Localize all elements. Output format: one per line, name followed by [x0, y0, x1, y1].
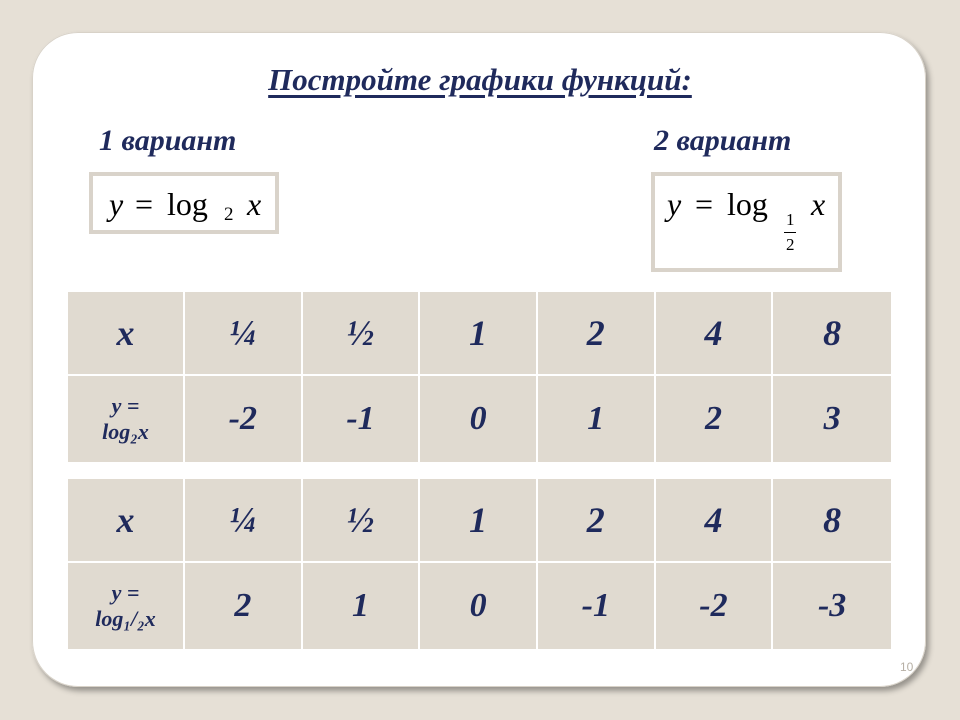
- table-cell: 2: [185, 563, 303, 649]
- table-cell: 0: [420, 376, 538, 462]
- formula-box-variant-1: [89, 172, 279, 234]
- formula-log: log: [167, 186, 208, 222]
- table-cell: 2: [538, 292, 656, 376]
- page-number: 10: [900, 660, 914, 674]
- table-cell: -2: [656, 563, 774, 649]
- formula-x: x: [247, 186, 262, 222]
- formula-fraction-bar: [784, 232, 796, 233]
- table-cell: -1: [303, 376, 421, 462]
- row-header-x: x: [68, 292, 185, 376]
- table-cell: 8: [773, 292, 891, 376]
- formula-base-numerator: 1: [786, 210, 795, 229]
- table-cell: 4: [656, 479, 774, 563]
- table-cell: 4: [656, 292, 774, 376]
- row-header-y-line1: y =: [111, 393, 140, 418]
- table-row-x: [68, 292, 891, 376]
- table-cell: 1: [420, 292, 538, 376]
- row-header-x: x: [68, 479, 185, 563]
- table-cell: 1: [420, 479, 538, 563]
- table-row-x: [68, 479, 891, 563]
- formula-y: y: [109, 186, 124, 222]
- table-cell: 2: [538, 479, 656, 563]
- table-cell: -3: [773, 563, 891, 649]
- table-cell: -1: [538, 563, 656, 649]
- formula-x: x: [811, 186, 826, 222]
- variant-1-label: 1 вариант: [99, 124, 237, 157]
- formula-log-base: 2: [224, 204, 234, 225]
- slide-title: Постройте графики функций:: [268, 62, 692, 97]
- table-cell: 1: [538, 376, 656, 462]
- table-cell: 1: [303, 563, 421, 649]
- row-header-y: [68, 376, 185, 462]
- formula-box-variant-2: [651, 172, 842, 272]
- row-header-y: [68, 563, 185, 649]
- formula-base-denominator: 2: [786, 235, 795, 254]
- variant-2-label: 2 вариант: [654, 124, 792, 157]
- formula-equals: =: [135, 186, 154, 222]
- table-cell: 8: [773, 479, 891, 563]
- table-cell: ½: [303, 479, 421, 563]
- formula-log: log: [727, 186, 768, 222]
- table-cell: ¼: [185, 292, 303, 376]
- value-table-log2: [68, 292, 891, 462]
- table-row-y: [68, 563, 891, 649]
- table-cell: ½: [303, 292, 421, 376]
- row-header-y-line2: log₁/₂x: [95, 606, 156, 631]
- row-header-y-line1: y =: [111, 580, 140, 605]
- table-cell: 3: [773, 376, 891, 462]
- table-cell: ¼: [185, 479, 303, 563]
- row-header-y-line2: log₂x: [102, 419, 149, 444]
- table-cell: 0: [420, 563, 538, 649]
- table-row-y: [68, 376, 891, 462]
- table-cell: -2: [185, 376, 303, 462]
- formula-y: y: [667, 186, 682, 222]
- formula-equals: =: [695, 186, 714, 222]
- value-table-log-half: [68, 479, 891, 649]
- table-cell: 2: [656, 376, 774, 462]
